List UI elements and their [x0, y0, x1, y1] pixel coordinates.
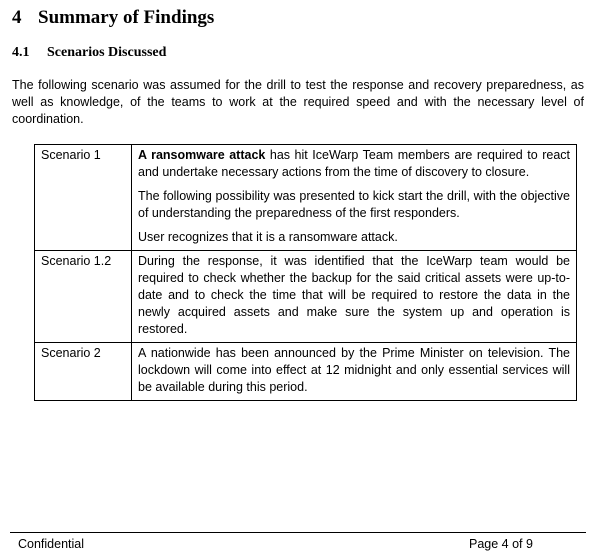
scenario-description [132, 251, 577, 343]
intro-paragraph: The following scenario was assumed for the drill to test the response and recovery preparedness, as well as knowledge, of the teams to work at the required speed and with the necessary level of coordination. [12, 78, 584, 126]
section-heading [12, 6, 214, 30]
subsection-number: 4.1 [12, 45, 30, 60]
scenario-paragraph: During the response, it was identified that the IceWarp team would be required to check whether the backup for the said critical assets were up-to-date and to check the time that will be required to restore the data in the newly acquired assets and make sure the system up and operation is restored. [138, 254, 570, 336]
footer-confidential: Confidential [18, 537, 85, 551]
subsection-title: Scenarios Discussed [47, 45, 167, 60]
scenario-bold-lead: A ransomware attack [138, 148, 266, 162]
scenario-paragraph: User recognizes that it is a ransomware attack. [138, 230, 398, 244]
section-title: Summary of Findings [38, 7, 215, 28]
table-row [35, 145, 577, 251]
subsection-heading [12, 44, 166, 62]
section-number: 4 [12, 7, 22, 28]
scenario-paragraph: The following possibility was presented to kick start the drill, with the objective of understanding the preparedness of the first responders. [138, 189, 570, 220]
footer-page-number: Page 4 of 9 [469, 537, 533, 551]
scenario-description [132, 343, 577, 401]
scenario-description [132, 145, 577, 251]
scenario-paragraph [138, 147, 570, 181]
scenario-label: Scenario 1 [35, 145, 132, 251]
table-row [35, 251, 577, 343]
scenario-label: Scenario 1.2 [35, 251, 132, 343]
scenarios-table [34, 144, 577, 401]
footer-divider [10, 532, 586, 533]
scenario-label: Scenario 2 [35, 343, 132, 401]
table-row [35, 343, 577, 401]
scenario-paragraph: A nationwide has been announced by the Prime Minister on television. The lockdown will come into effect at 12 midnight and only essential services will be available during this period. [138, 346, 570, 394]
scenario-lead-text: has hit IceWarp Team members are required to react and undertake necessary actions from the time of discovery to closure. [138, 148, 570, 179]
